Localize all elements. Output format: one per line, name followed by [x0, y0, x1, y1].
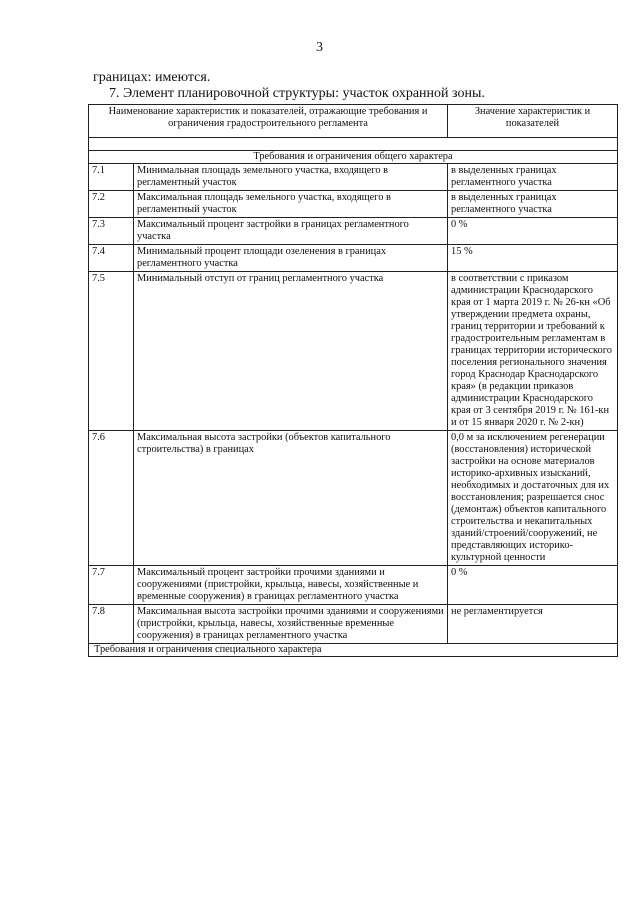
row-name: Максимальный процент застройки прочими зданиями и сооружениями (пристройки, крыльца, навесы, хозяйственные и временные сооружения) в границах регламентного участка [134, 566, 448, 605]
table-row [89, 191, 618, 218]
row-number: 7.8 [89, 605, 134, 644]
row-value: 15 % [448, 245, 618, 272]
row-number: 7.7 [89, 566, 134, 605]
row-name: Максимальная площадь земельного участка, входящего в регламентный участок [134, 191, 448, 218]
row-value: 0 % [448, 218, 618, 245]
header-value-cell: Значение характеристик и показателей [448, 105, 618, 138]
section-special-title: Требования и ограничения специального характера [89, 644, 618, 657]
row-value: в выделенных границах регламентного участка [448, 164, 618, 191]
row-number: 7.4 [89, 245, 134, 272]
table-row [89, 218, 618, 245]
row-name: Минимальный процент площади озеленения в границах регламентного участка [134, 245, 448, 272]
row-number: 7.2 [89, 191, 134, 218]
row-value: в соответствии с приказом администрации Краснодарского края от 1 марта 2019 г. № 26-кн «Об утверждении предмета охраны, границ территории и требований к градостроительным регламентам в границах территории исторического поселения регионального значения город Краснодар Краснодарского края» (в редакции приказов администрации Краснодарского края от 3 сентября 2019 г. № 161-кн и от 15 января 2020 г. № 2-кн) [448, 272, 618, 431]
row-value: в выделенных границах регламентного участка [448, 191, 618, 218]
spacer-row [89, 138, 618, 151]
table-row [89, 431, 618, 566]
section-heading: 7. Элемент планировочной структуры: участок охранной зоны. [109, 86, 485, 101]
row-value: 0 % [448, 566, 618, 605]
row-name: Максимальная высота застройки прочими зданиями и сооружениями (пристройки, крыльца, навесы, хозяйственные временные сооружения) в границах регламентного участка [134, 605, 448, 644]
table-row [89, 566, 618, 605]
table-row [89, 164, 618, 191]
row-name: Минимальный отступ от границ регламентного участка [134, 272, 448, 431]
row-number: 7.6 [89, 431, 134, 566]
regulation-table [88, 104, 618, 657]
row-number: 7.1 [89, 164, 134, 191]
row-number: 7.5 [89, 272, 134, 431]
table-header-row [89, 105, 618, 138]
row-number: 7.3 [89, 218, 134, 245]
row-value: не регламентируется [448, 605, 618, 644]
table-row [89, 245, 618, 272]
row-name: Минимальная площадь земельного участка, входящего в регламентный участок [134, 164, 448, 191]
row-name: Максимальный процент застройки в границах регламентного участка [134, 218, 448, 245]
section-special-row [89, 644, 618, 657]
section-general-title: Требования и ограничения общего характера [89, 151, 618, 164]
row-value: 0,0 м за исключением регенерации (восстановления) исторической застройки на основе материалов историко-архивных изысканий, необходимых и достаточных для их восстановления; разрешается снос (демонтаж) объектов капитального строительства и некапитальных зданий/строений/сооружений, не представляющих историко-культурной ценности [448, 431, 618, 566]
page-number: 3 [316, 40, 323, 55]
section-general-row [89, 151, 618, 164]
row-name: Максимальная высота застройки (объектов капитального строительства) в границах [134, 431, 448, 566]
table-row [89, 272, 618, 431]
header-name-cell: Наименование характеристик и показателей, отражающие требования и ограничения градостроительного регламента [89, 105, 448, 138]
table-row [89, 605, 618, 644]
previous-paragraph-text: границах: имеются. [93, 70, 211, 85]
